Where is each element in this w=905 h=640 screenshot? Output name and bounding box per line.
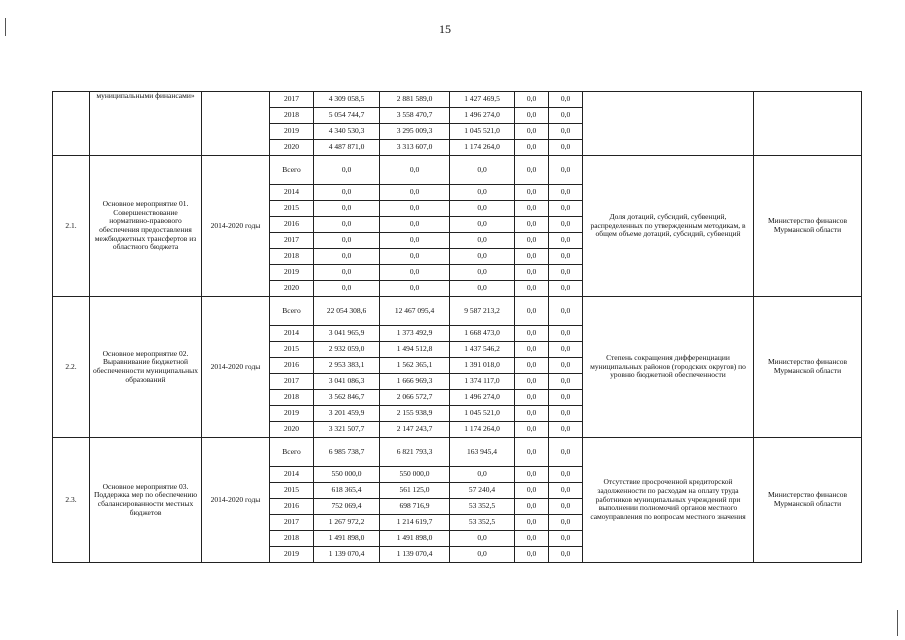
regional-budget-cell: 698 716,9 — [380, 499, 450, 515]
federal-budget-cell: 9 587 213,2 — [450, 297, 515, 326]
regional-budget-cell: 1 214 619,7 — [380, 515, 450, 531]
regional-budget-cell: 2 155 938,9 — [380, 406, 450, 422]
table-body — [53, 92, 862, 563]
local-budget-cell: 0,0 — [515, 233, 549, 249]
federal-budget-cell: 0,0 — [450, 156, 515, 185]
other-sources-cell: 0,0 — [549, 233, 583, 249]
left-edge-mark — [5, 18, 6, 36]
other-sources-cell: 0,0 — [549, 483, 583, 499]
other-sources-cell: 0,0 — [549, 265, 583, 281]
other-sources-cell: 0,0 — [549, 531, 583, 547]
total-cell: 0,0 — [314, 265, 380, 281]
year-cell: 2015 — [270, 201, 314, 217]
year-cell: Всего — [270, 297, 314, 326]
year-cell: Всего — [270, 156, 314, 185]
federal-budget-cell: 1 496 274,0 — [450, 390, 515, 406]
other-sources-cell: 0,0 — [549, 108, 583, 124]
other-sources-cell: 0,0 — [549, 547, 583, 563]
year-cell: 2016 — [270, 499, 314, 515]
regional-budget-cell: 2 881 589,0 — [380, 92, 450, 108]
total-cell: 0,0 — [314, 217, 380, 233]
total-cell: 22 054 308,6 — [314, 297, 380, 326]
local-budget-cell: 0,0 — [515, 499, 549, 515]
total-cell: 3 562 846,7 — [314, 390, 380, 406]
total-cell: 6 985 738,7 — [314, 438, 380, 467]
regional-budget-cell: 3 558 470,7 — [380, 108, 450, 124]
regional-budget-cell: 1 373 492,9 — [380, 326, 450, 342]
regional-budget-cell: 1 666 969,3 — [380, 374, 450, 390]
period-cell — [202, 92, 270, 156]
local-budget-cell: 0,0 — [515, 108, 549, 124]
local-budget-cell: 0,0 — [515, 342, 549, 358]
regional-budget-cell: 2 147 243,7 — [380, 422, 450, 438]
other-sources-cell: 0,0 — [549, 438, 583, 467]
right-edge-mark — [897, 610, 898, 636]
total-cell: 5 054 744,7 — [314, 108, 380, 124]
federal-budget-cell: 1 374 117,0 — [450, 374, 515, 390]
year-cell: 2017 — [270, 515, 314, 531]
executor-cell: Министерство финансов Мурманской области — [754, 156, 862, 297]
item-number-cell: 2.3. — [53, 438, 90, 563]
local-budget-cell: 0,0 — [515, 265, 549, 281]
local-budget-cell: 0,0 — [515, 124, 549, 140]
regional-budget-cell: 12 467 095,4 — [380, 297, 450, 326]
local-budget-cell: 0,0 — [515, 547, 549, 563]
other-sources-cell: 0,0 — [549, 374, 583, 390]
year-cell: 2015 — [270, 483, 314, 499]
total-cell: 752 069,4 — [314, 499, 380, 515]
other-sources-cell: 0,0 — [549, 422, 583, 438]
year-cell: 2019 — [270, 265, 314, 281]
page-number: 15 — [439, 22, 451, 36]
indicator-cell: Доля дотаций, субсидий, субвенций, распределенных по утвержденным методикам, в общем объеме дотаций, субсидий, субвенций — [583, 156, 754, 297]
year-cell: 2020 — [270, 140, 314, 156]
local-budget-cell: 0,0 — [515, 140, 549, 156]
other-sources-cell: 0,0 — [549, 297, 583, 326]
period-cell: 2014-2020 годы — [202, 297, 270, 438]
other-sources-cell: 0,0 — [549, 281, 583, 297]
federal-budget-cell: 0,0 — [450, 547, 515, 563]
year-cell: 2020 — [270, 422, 314, 438]
other-sources-cell: 0,0 — [549, 156, 583, 185]
regional-budget-cell: 0,0 — [380, 281, 450, 297]
year-cell: 2018 — [270, 390, 314, 406]
year-cell: 2018 — [270, 108, 314, 124]
budget-table — [52, 91, 862, 563]
total-cell: 4 340 530,3 — [314, 124, 380, 140]
year-cell: 2018 — [270, 531, 314, 547]
period-cell: 2014-2020 годы — [202, 156, 270, 297]
year-cell: 2019 — [270, 406, 314, 422]
regional-budget-cell: 1 491 898,0 — [380, 531, 450, 547]
table-row — [53, 92, 862, 108]
regional-budget-cell: 3 313 607,0 — [380, 140, 450, 156]
federal-budget-cell: 0,0 — [450, 233, 515, 249]
total-cell: 618 365,4 — [314, 483, 380, 499]
federal-budget-cell: 1 045 521,0 — [450, 124, 515, 140]
federal-budget-cell: 1 391 018,0 — [450, 358, 515, 374]
item-number-cell: 2.1. — [53, 156, 90, 297]
measure-name-cell: Основное мероприятие 01. Совершенствование нормативно-правового обеспечения предоставления межбюджетных трансфертов из областного бюджета — [90, 156, 202, 297]
year-cell: 2017 — [270, 374, 314, 390]
year-cell: 2016 — [270, 217, 314, 233]
local-budget-cell: 0,0 — [515, 297, 549, 326]
local-budget-cell: 0,0 — [515, 515, 549, 531]
regional-budget-cell: 1 562 365,1 — [380, 358, 450, 374]
regional-budget-cell: 6 821 793,3 — [380, 438, 450, 467]
total-cell: 0,0 — [314, 233, 380, 249]
local-budget-cell: 0,0 — [515, 438, 549, 467]
regional-budget-cell: 550 000,0 — [380, 467, 450, 483]
federal-budget-cell: 1 174 264,0 — [450, 422, 515, 438]
total-cell: 0,0 — [314, 281, 380, 297]
local-budget-cell: 0,0 — [515, 422, 549, 438]
local-budget-cell: 0,0 — [515, 92, 549, 108]
total-cell: 2 953 383,1 — [314, 358, 380, 374]
other-sources-cell: 0,0 — [549, 92, 583, 108]
indicator-cell: Степень сокращения дифференциации муниципальных районов (городских округов) по уровню бюджетной обеспеченности — [583, 297, 754, 438]
year-cell: 2014 — [270, 185, 314, 201]
federal-budget-cell: 0,0 — [450, 281, 515, 297]
local-budget-cell: 0,0 — [515, 281, 549, 297]
total-cell: 550 000,0 — [314, 467, 380, 483]
local-budget-cell: 0,0 — [515, 374, 549, 390]
year-cell: 2018 — [270, 249, 314, 265]
other-sources-cell: 0,0 — [549, 326, 583, 342]
item-number-cell: 2.2. — [53, 297, 90, 438]
other-sources-cell: 0,0 — [549, 249, 583, 265]
year-cell: 2016 — [270, 358, 314, 374]
total-cell: 3 041 086,3 — [314, 374, 380, 390]
federal-budget-cell: 53 352,5 — [450, 499, 515, 515]
local-budget-cell: 0,0 — [515, 531, 549, 547]
local-budget-cell: 0,0 — [515, 217, 549, 233]
federal-budget-cell: 0,0 — [450, 201, 515, 217]
regional-budget-cell: 0,0 — [380, 185, 450, 201]
total-cell: 1 139 070,4 — [314, 547, 380, 563]
local-budget-cell: 0,0 — [515, 185, 549, 201]
other-sources-cell: 0,0 — [549, 140, 583, 156]
regional-budget-cell: 0,0 — [380, 265, 450, 281]
federal-budget-cell: 0,0 — [450, 249, 515, 265]
total-cell: 3 321 507,7 — [314, 422, 380, 438]
other-sources-cell: 0,0 — [549, 467, 583, 483]
indicator-cell — [583, 92, 754, 156]
total-cell: 3 201 459,9 — [314, 406, 380, 422]
year-cell: 2019 — [270, 124, 314, 140]
other-sources-cell: 0,0 — [549, 358, 583, 374]
item-number-cell — [53, 92, 90, 156]
local-budget-cell: 0,0 — [515, 249, 549, 265]
regional-budget-cell: 2 066 572,7 — [380, 390, 450, 406]
local-budget-cell: 0,0 — [515, 390, 549, 406]
local-budget-cell: 0,0 — [515, 358, 549, 374]
year-cell: 2015 — [270, 342, 314, 358]
regional-budget-cell: 561 125,0 — [380, 483, 450, 499]
federal-budget-cell: 1 437 546,2 — [450, 342, 515, 358]
regional-budget-cell: 0,0 — [380, 156, 450, 185]
total-cell: 0,0 — [314, 201, 380, 217]
federal-budget-cell: 1 496 274,0 — [450, 108, 515, 124]
other-sources-cell: 0,0 — [549, 390, 583, 406]
total-cell: 2 932 059,0 — [314, 342, 380, 358]
other-sources-cell: 0,0 — [549, 185, 583, 201]
table-row — [53, 297, 862, 326]
total-cell: 4 487 871,0 — [314, 140, 380, 156]
year-cell: 2019 — [270, 547, 314, 563]
federal-budget-cell: 1 427 469,5 — [450, 92, 515, 108]
total-cell: 0,0 — [314, 185, 380, 201]
total-cell: 3 041 965,9 — [314, 326, 380, 342]
federal-budget-cell: 0,0 — [450, 531, 515, 547]
local-budget-cell: 0,0 — [515, 467, 549, 483]
federal-budget-cell: 1 045 521,0 — [450, 406, 515, 422]
other-sources-cell: 0,0 — [549, 201, 583, 217]
local-budget-cell: 0,0 — [515, 483, 549, 499]
federal-budget-cell: 0,0 — [450, 467, 515, 483]
local-budget-cell: 0,0 — [515, 201, 549, 217]
total-cell: 0,0 — [314, 249, 380, 265]
measure-name-cell: Основное мероприятие 02. Выравнивание бюджетной обеспеченности муниципальных образований — [90, 297, 202, 438]
executor-cell — [754, 92, 862, 156]
indicator-cell: Отсутствие просроченной кредиторской задолженности по расходам на оплату труда работников муниципальных учреждений при выполнении полномочий органов местного самоуправления по вопросам местного значения — [583, 438, 754, 563]
other-sources-cell: 0,0 — [549, 499, 583, 515]
federal-budget-cell: 57 240,4 — [450, 483, 515, 499]
other-sources-cell: 0,0 — [549, 406, 583, 422]
year-cell: 2017 — [270, 233, 314, 249]
regional-budget-cell: 0,0 — [380, 249, 450, 265]
year-cell: 2017 — [270, 92, 314, 108]
table-row — [53, 438, 862, 467]
total-cell: 1 491 898,0 — [314, 531, 380, 547]
measure-name-cell: муниципальными финансами» — [90, 92, 202, 156]
period-cell: 2014-2020 годы — [202, 438, 270, 563]
regional-budget-cell: 0,0 — [380, 201, 450, 217]
regional-budget-cell: 3 295 009,3 — [380, 124, 450, 140]
table-row — [53, 156, 862, 185]
local-budget-cell: 0,0 — [515, 406, 549, 422]
other-sources-cell: 0,0 — [549, 515, 583, 531]
other-sources-cell: 0,0 — [549, 217, 583, 233]
other-sources-cell: 0,0 — [549, 342, 583, 358]
federal-budget-cell: 0,0 — [450, 217, 515, 233]
year-cell: Всего — [270, 438, 314, 467]
local-budget-cell: 0,0 — [515, 326, 549, 342]
federal-budget-cell: 1 174 264,0 — [450, 140, 515, 156]
local-budget-cell: 0,0 — [515, 156, 549, 185]
regional-budget-cell: 1 139 070,4 — [380, 547, 450, 563]
executor-cell: Министерство финансов Мурманской области — [754, 297, 862, 438]
regional-budget-cell: 0,0 — [380, 233, 450, 249]
regional-budget-cell: 0,0 — [380, 217, 450, 233]
year-cell: 2014 — [270, 326, 314, 342]
total-cell: 1 267 972,2 — [314, 515, 380, 531]
regional-budget-cell: 1 494 512,8 — [380, 342, 450, 358]
federal-budget-cell: 163 945,4 — [450, 438, 515, 467]
federal-budget-cell: 1 668 473,0 — [450, 326, 515, 342]
federal-budget-cell: 0,0 — [450, 185, 515, 201]
total-cell: 0,0 — [314, 156, 380, 185]
total-cell: 4 309 058,5 — [314, 92, 380, 108]
federal-budget-cell: 0,0 — [450, 265, 515, 281]
year-cell: 2020 — [270, 281, 314, 297]
measure-name-cell: Основное мероприятие 03. Поддержка мер по обеспечению сбалансированности местных бюджетов — [90, 438, 202, 563]
federal-budget-cell: 53 352,5 — [450, 515, 515, 531]
executor-cell: Министерство финансов Мурманской области — [754, 438, 862, 563]
year-cell: 2014 — [270, 467, 314, 483]
other-sources-cell: 0,0 — [549, 124, 583, 140]
